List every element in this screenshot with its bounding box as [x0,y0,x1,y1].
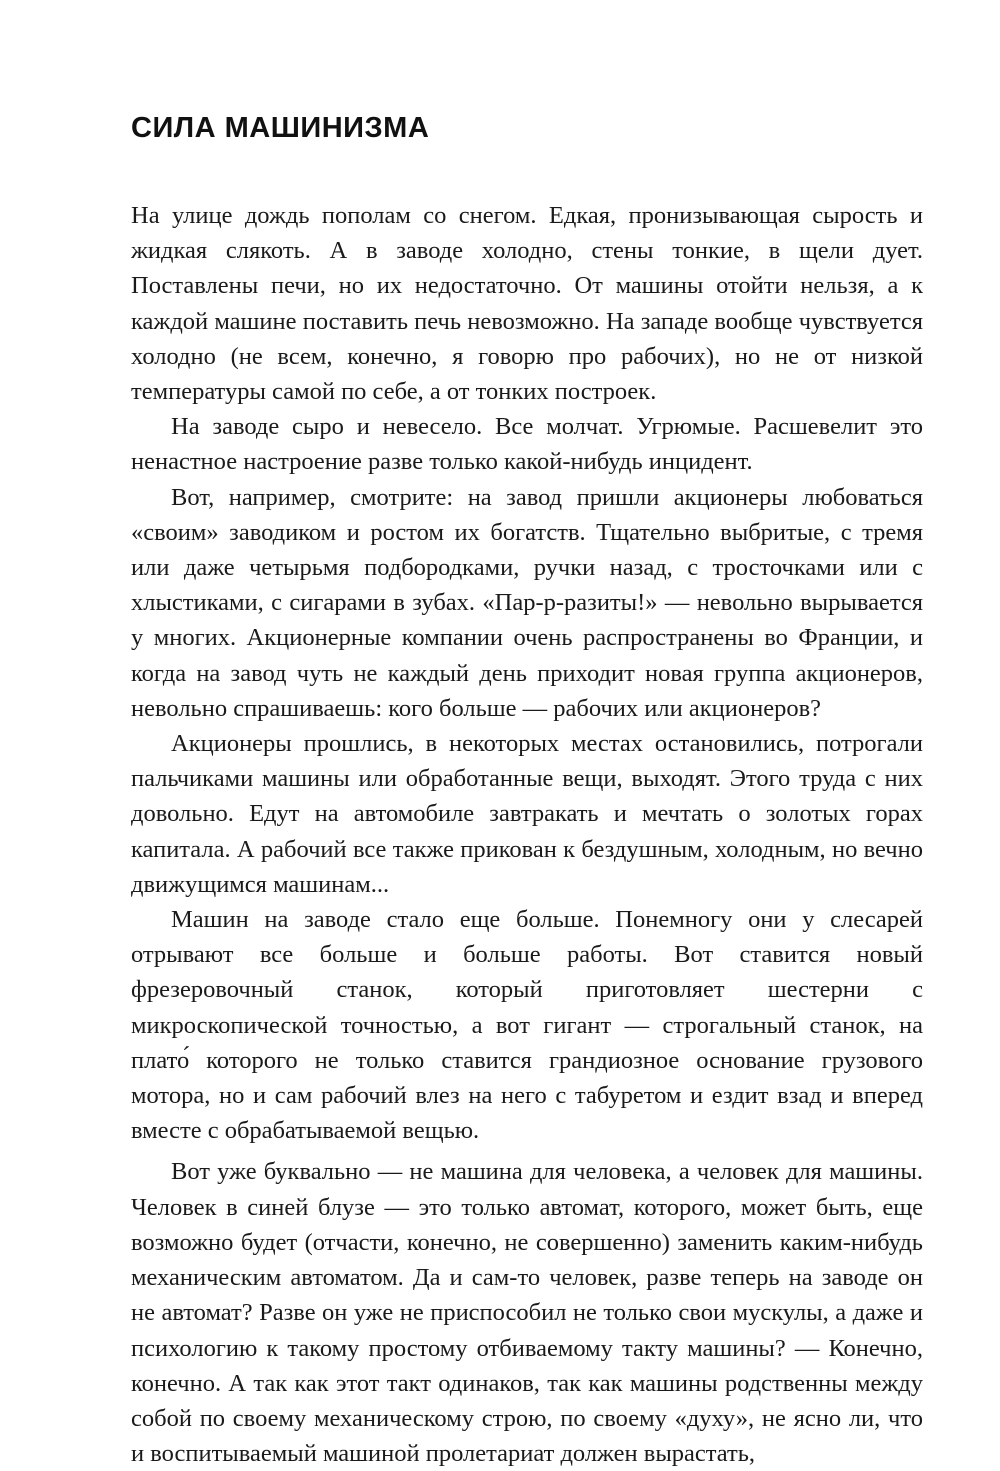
book-page [131,108,923,1471]
paragraph-5: Машин на заводе стало еще больше. Понемногу они у слесарей отрывают все больше и больше работы. Вот ставится новый фрезеровочный станок, который приготовляет шестерни с микроскопической точностью, а вот гигант — строгальный станок, на плато́ которого не только ставится грандиозное основание грузового мотора, но и сам рабочий влез на него с табуретом и ездит взад и вперед вместе с обрабатываемой вещью. [131,906,923,1145]
chapter-title: СИЛА МАШИНИЗМА [131,112,430,144]
paragraph-3: Вот, например, смотрите: на завод пришли акционеры любоваться «своим» заводиком и ростом их богатств. Тщательно выбритые, с тремя или даже четырьмя подбородками, ручки назад, с тросточками или с хлыстиками, с сигарами в зубах. «Пар-р-разиты!» — невольно вырывается у многих. Акционерные компании очень распространены во Франции, и когда на завод чуть не каждый день приходит новая группа акционеров, невольно спрашиваешь: кого больше — рабочих или акционеров? [131,483,923,722]
paragraph-4: Акционеры прошлись, в некоторых местах остановились, потрогали пальчиками машины или обработанные вещи, выходят. Этого труда с них довольно. Едут на автомобиле завтракать и мечтать о золотых горах капитала. А рабочий все также прикован к бездушным, холодным, но вечно движущимся машинам... [131,730,923,898]
chapter-body [131,198,923,1471]
paragraph-1: На улице дождь пополам со снегом. Едкая, пронизывающая сырость и жидкая слякоть. А в заводе холодно, стены тонкие, в щели дует. Поставлены печи, но их недостаточно. От машины отойти нельзя, а к каждой машине поставить печь невозможно. На западе вообще чувствуется холодно (не всем, конечно, я говорю про рабочих), но не от низкой температуры самой по себе, а от тонких построек. [131,202,923,406]
paragraph-2: На заводе сыро и невесело. Все молчат. Угрюмые. Расшевелит это ненастное настроение разве только какой-нибудь инцидент. [131,413,923,476]
paragraph-6: Вот уже буквально — не машина для человека, а человек для машины. Человек в синей блузе — это только автомат, которого, может быть, еще возможно будет (отчасти, конечно, не совершенно) заменить каким-нибудь механическим автоматом. Да и сам-то человек, разве теперь на заводе он не автомат? Разве он уже не приспособил не только свои мускулы, а даже и психологию к такому простому отбиваемому такту машины? — Конечно, конечно. А так как этот такт одинаков, так как машины родственны между собой по своему механическому строю, по своему «духу», не ясно ли, что и воспитываемый машиной пролетариат должен вырастать, [131,1158,923,1468]
